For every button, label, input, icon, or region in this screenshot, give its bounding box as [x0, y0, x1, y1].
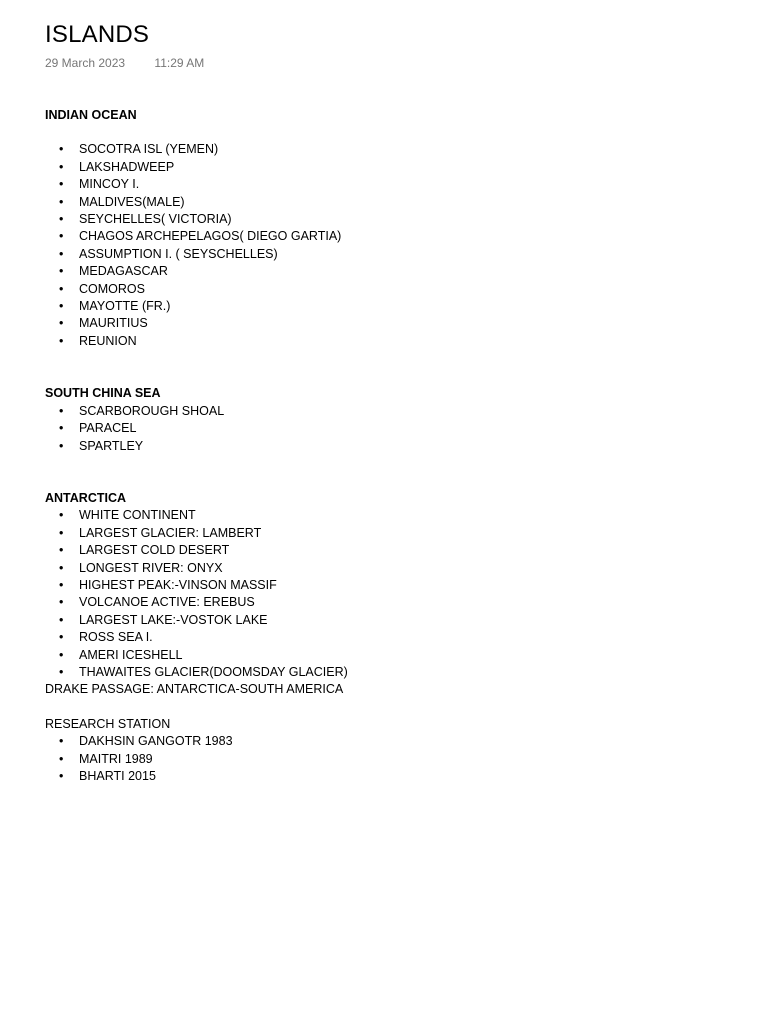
- list-item: • VOLCANOE ACTIVE: EREBUS: [45, 594, 745, 611]
- list-item: • MALDIVES(MALE): [45, 194, 745, 211]
- page-title[interactable]: ISLANDS: [45, 21, 150, 48]
- section-heading-indian-ocean: INDIAN OCEAN: [45, 108, 137, 122]
- list-item: • MAYOTTE (FR.): [45, 298, 745, 315]
- list-item: • REUNION: [45, 333, 745, 350]
- list-item: • LARGEST COLD DESERT: [45, 542, 745, 559]
- list-item: • SPARTLEY: [45, 438, 745, 455]
- bullet-icon: •: [59, 595, 64, 610]
- list-item: • LAKSHADWEEP: [45, 159, 745, 176]
- bullet-icon: •: [59, 159, 64, 174]
- section-heading-antarctica: ANTARCTICA: [45, 490, 127, 505]
- bullet-icon: •: [59, 612, 64, 627]
- list-item: • SCARBOROUGH SHOAL: [45, 403, 745, 420]
- bullet-icon: •: [59, 577, 64, 592]
- bullet-icon: •: [59, 769, 64, 783]
- south-china-sea-list: [45, 403, 745, 455]
- list-item: • MAITRI 1989: [45, 751, 745, 768]
- bullet-icon: •: [59, 647, 64, 662]
- bullet-icon: •: [59, 246, 64, 261]
- list-item: • WHITE CONTINENT: [45, 507, 745, 524]
- list-item: • SEYCHELLES( VICTORIA): [45, 211, 745, 228]
- bullet-icon: •: [59, 177, 64, 192]
- note-page: [45, 20, 745, 785]
- bullet-icon: •: [59, 630, 64, 645]
- research-station-list: [45, 733, 745, 785]
- bullet-icon: •: [59, 333, 64, 348]
- bullet-icon: •: [59, 734, 64, 749]
- bullet-icon: •: [59, 525, 64, 540]
- bullet-icon: •: [59, 194, 64, 209]
- bullet-icon: •: [59, 560, 64, 575]
- list-item: • DAKHSIN GANGOTR 1983: [45, 733, 745, 750]
- bullet-icon: •: [59, 751, 64, 766]
- list-item: • MAURITIUS: [45, 315, 745, 332]
- bullet-icon: •: [59, 421, 64, 436]
- list-item: • HIGHEST PEAK:-VINSON MASSIF: [45, 577, 745, 594]
- list-item: • LONGEST RIVER: ONYX: [45, 560, 745, 577]
- bullet-icon: •: [59, 664, 64, 679]
- list-item: • LARGEST GLACIER: LAMBERT: [45, 525, 745, 542]
- list-item: • BHARTI 2015: [45, 768, 745, 785]
- note-body[interactable]: [45, 107, 745, 785]
- note-date: 29 March 2023: [45, 56, 126, 70]
- bullet-icon: •: [59, 281, 64, 296]
- bullet-icon: •: [59, 229, 64, 244]
- list-item: • ASSUMPTION I. ( SEYSCHELLES): [45, 246, 745, 263]
- list-item: • LARGEST LAKE:-VOSTOK LAKE: [45, 612, 745, 629]
- drake-passage-note: DRAKE PASSAGE: ANTARCTICA-SOUTH AMERICA: [45, 682, 344, 697]
- note-time: 11:29 AM: [154, 56, 205, 70]
- antarctica-list: [45, 507, 745, 681]
- list-item: • THAWAITES GLACIER(DOOMSDAY GLACIER): [45, 664, 745, 681]
- list-item: • SOCOTRA ISL (YEMEN): [45, 141, 745, 158]
- indian-ocean-list: [45, 141, 745, 350]
- section-heading-south-china-sea: SOUTH CHINA SEA: [45, 386, 161, 401]
- bullet-icon: •: [59, 508, 64, 523]
- bullet-icon: •: [59, 438, 64, 453]
- note-metadata: [45, 55, 745, 71]
- list-item: • CHAGOS ARCHEPELAGOS( DIEGO GARTIA): [45, 228, 745, 245]
- list-item: • MINCOY I.: [45, 176, 745, 193]
- list-item: • AMERI ICESHELL: [45, 647, 745, 664]
- bullet-icon: •: [59, 142, 64, 157]
- bullet-icon: •: [59, 212, 64, 227]
- bullet-icon: •: [59, 299, 64, 314]
- bullet-icon: •: [59, 403, 64, 418]
- list-item: • COMOROS: [45, 281, 745, 298]
- list-item: • PARACEL: [45, 420, 745, 437]
- section-heading-research-station: RESEARCH STATION: [45, 716, 171, 731]
- bullet-icon: •: [59, 264, 64, 279]
- list-item: • MEDAGASCAR: [45, 263, 745, 280]
- bullet-icon: •: [59, 543, 64, 558]
- list-item: • ROSS SEA I.: [45, 629, 745, 646]
- bullet-icon: •: [59, 316, 64, 331]
